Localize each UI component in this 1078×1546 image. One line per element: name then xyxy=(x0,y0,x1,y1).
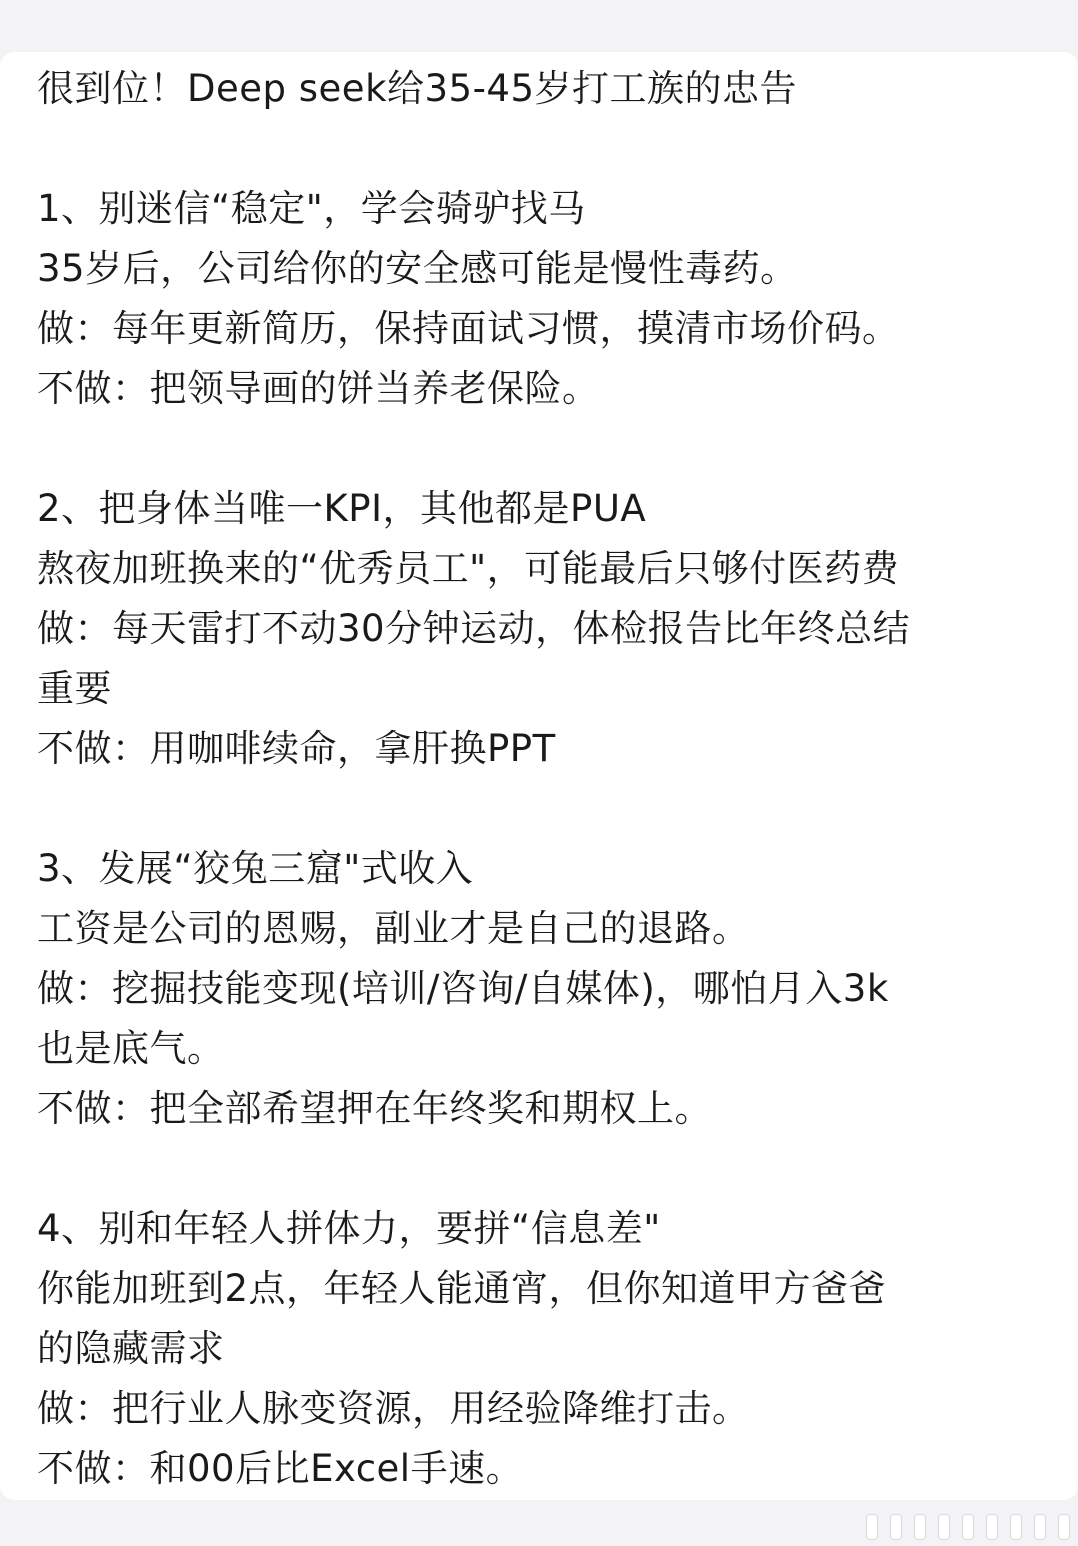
section-heading: 1、别迷信“稳定"，学会骑驴找马 xyxy=(37,187,586,230)
section-heading: 2、把身体当唯一KPI，其他都是PUA xyxy=(37,487,647,530)
blank-line xyxy=(37,419,1057,479)
scroll-segment xyxy=(914,1514,926,1540)
scroll-segment xyxy=(1058,1514,1070,1540)
blank-line xyxy=(37,119,1057,179)
blank-line xyxy=(37,1139,1057,1199)
scroll-segment xyxy=(1034,1514,1046,1540)
section-heading: 3、发展“狡兔三窟"式收入 xyxy=(37,847,474,890)
blank-line xyxy=(37,779,1057,839)
section-line: 做：挖掘技能变现(培训/咨询/自媒体)，哪怕月入3k xyxy=(37,967,889,1010)
scroll-segment xyxy=(986,1514,998,1540)
section-line: 不做：和00后比Excel手速。 xyxy=(37,1447,524,1490)
section-line: 做：每年更新简历，保持面试习惯，摸清市场价码。 xyxy=(37,307,900,350)
section-line: 你能加班到2点，年轻人能通宵，但你知道甲方爸爸 xyxy=(37,1267,887,1310)
scroll-indicator[interactable] xyxy=(866,1514,1070,1540)
section-line: 不做：用咖啡续命，拿肝换PPT xyxy=(37,727,556,770)
scroll-segment xyxy=(866,1514,878,1540)
scroll-segment xyxy=(890,1514,902,1540)
section-line: 不做：把领导画的饼当养老保险。 xyxy=(37,367,600,410)
section-line: 不做：把全部希望押在年终奖和期权上。 xyxy=(37,1087,712,1130)
scroll-segment xyxy=(938,1514,950,1540)
section-line: 的隐藏需求 xyxy=(37,1327,225,1370)
note-body xyxy=(37,59,1057,1499)
section-line: 熬夜加班换来的“优秀员工"，可能最后只够付医药费 xyxy=(37,547,900,590)
note-title: 很到位！Deep seek给35-45岁打工族的忠告 xyxy=(37,67,798,110)
section-line: 35岁后，公司给你的安全感可能是慢性毒药。 xyxy=(37,247,798,290)
section-line: 做：把行业人脉变资源，用经验降维打击。 xyxy=(37,1387,750,1430)
scroll-segment xyxy=(962,1514,974,1540)
scroll-segment xyxy=(1010,1514,1022,1540)
section-line: 做：每天雷打不动30分钟运动，体检报告比年终总结 xyxy=(37,607,911,650)
section-line: 重要 xyxy=(37,667,112,710)
section-line: 也是底气。 xyxy=(37,1027,225,1070)
section-line: 工资是公司的恩赐，副业才是自己的退路。 xyxy=(37,907,750,950)
section-heading: 4、别和年轻人拼体力，要拼“信息差" xyxy=(37,1207,661,1250)
